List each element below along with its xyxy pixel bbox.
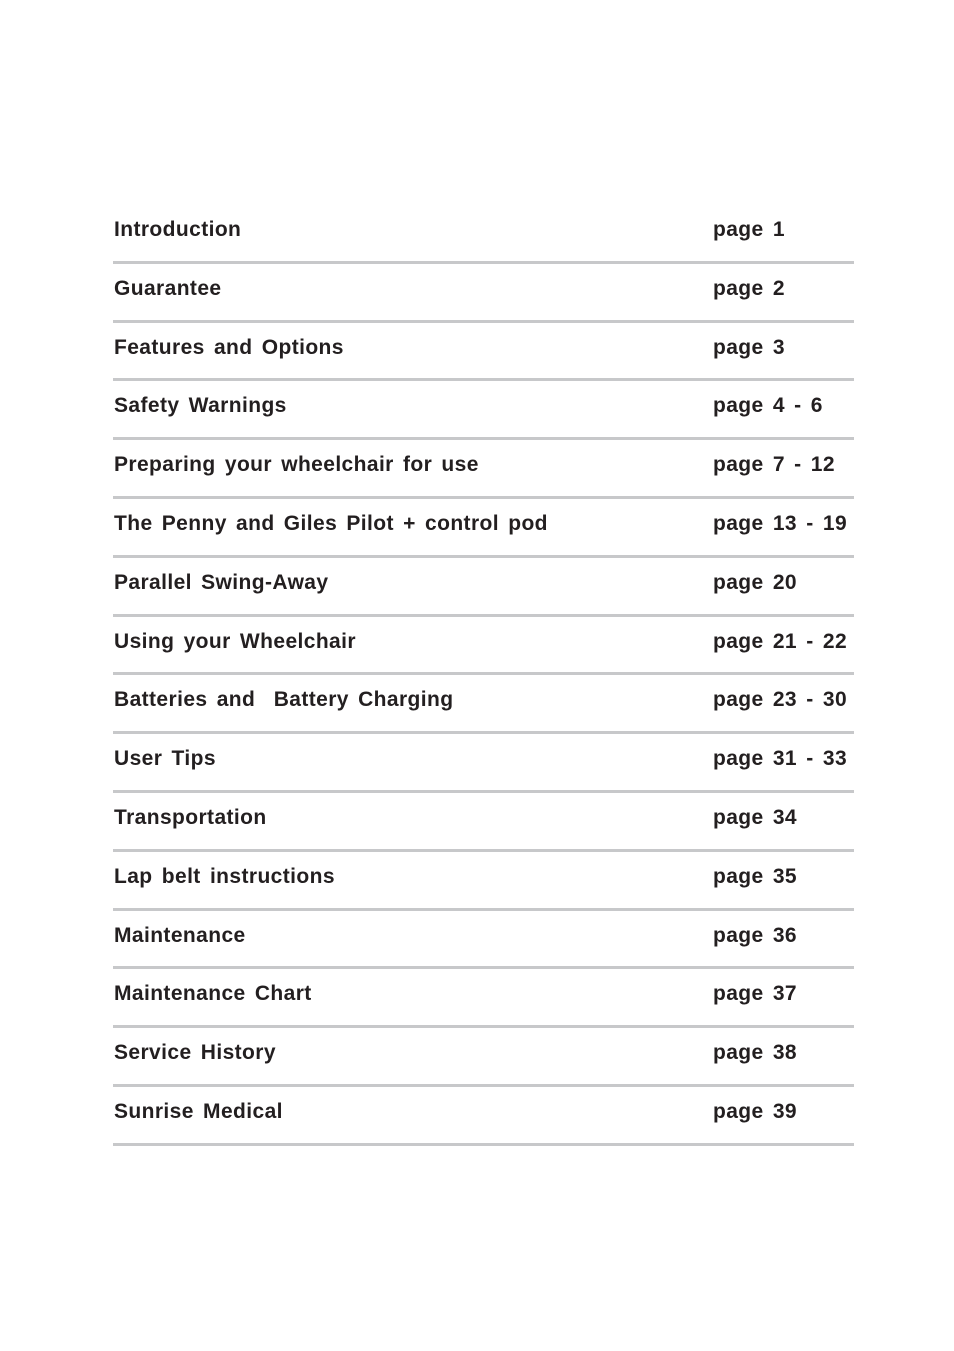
- toc-entry-page: page 34: [713, 805, 798, 829]
- toc-row: [113, 383, 854, 440]
- toc-entry-title: Using your Wheelchair: [114, 629, 356, 653]
- toc-entry-page: page 35: [713, 864, 798, 888]
- toc-row: [113, 266, 854, 323]
- toc-row: [113, 619, 854, 676]
- toc-entry-title: The Penny and Giles Pilot + control pod: [114, 511, 548, 535]
- toc-row: [113, 560, 854, 617]
- toc-row: [113, 501, 854, 558]
- toc-row: [113, 913, 854, 970]
- toc-row: [113, 971, 854, 1028]
- toc-entry-page: page 2: [713, 276, 785, 300]
- toc-entry-page: page 20: [713, 570, 798, 594]
- table-of-contents: [113, 207, 854, 1148]
- toc-entry-title: Features and Options: [114, 335, 344, 359]
- toc-entry-page: page 23 - 30: [713, 688, 848, 712]
- toc-entry-title: Preparing your wheelchair for use: [114, 453, 479, 477]
- toc-row: [113, 1030, 854, 1087]
- toc-entry-title: Maintenance Chart: [114, 982, 312, 1006]
- toc-entry-title: Safety Warnings: [114, 394, 287, 418]
- toc-row: [113, 207, 854, 264]
- toc-entry-title: Sunrise Medical: [114, 1099, 283, 1123]
- toc-entry-page: page 37: [713, 982, 798, 1006]
- toc-entry-page: page 38: [713, 1041, 798, 1065]
- toc-row: [113, 325, 854, 382]
- toc-row: [113, 795, 854, 852]
- toc-entry-title: Guarantee: [114, 276, 222, 300]
- toc-row: [113, 677, 854, 734]
- toc-entry-page: page 13 - 19: [713, 511, 848, 535]
- toc-entry-page: page 1: [713, 218, 785, 241]
- toc-entry-title: Service History: [114, 1041, 276, 1065]
- toc-entry-title: Transportation: [114, 805, 267, 829]
- toc-row: [113, 1089, 854, 1146]
- toc-entry-title: Lap belt instructions: [114, 864, 335, 888]
- toc-entry-title: Parallel Swing-Away: [114, 570, 329, 594]
- toc-entry-title: Batteries and Battery Charging: [114, 688, 454, 712]
- toc-entry-title: Introduction: [114, 218, 242, 241]
- toc-entry-page: page 39: [713, 1099, 798, 1123]
- toc-row: [113, 736, 854, 793]
- toc-entry-page: page 31 - 33: [713, 747, 848, 771]
- toc-entry-page: page 4 - 6: [713, 394, 823, 418]
- toc-entry-page: page 7 - 12: [713, 453, 835, 477]
- toc-entry-page: page 36: [713, 923, 798, 947]
- toc-row: [113, 442, 854, 499]
- toc-entry-title: Maintenance: [114, 923, 246, 947]
- toc-row: [113, 854, 854, 911]
- toc-entry-page: page 21 - 22: [713, 629, 848, 653]
- toc-entry-page: page 3: [713, 335, 785, 359]
- toc-entry-title: User Tips: [114, 747, 216, 771]
